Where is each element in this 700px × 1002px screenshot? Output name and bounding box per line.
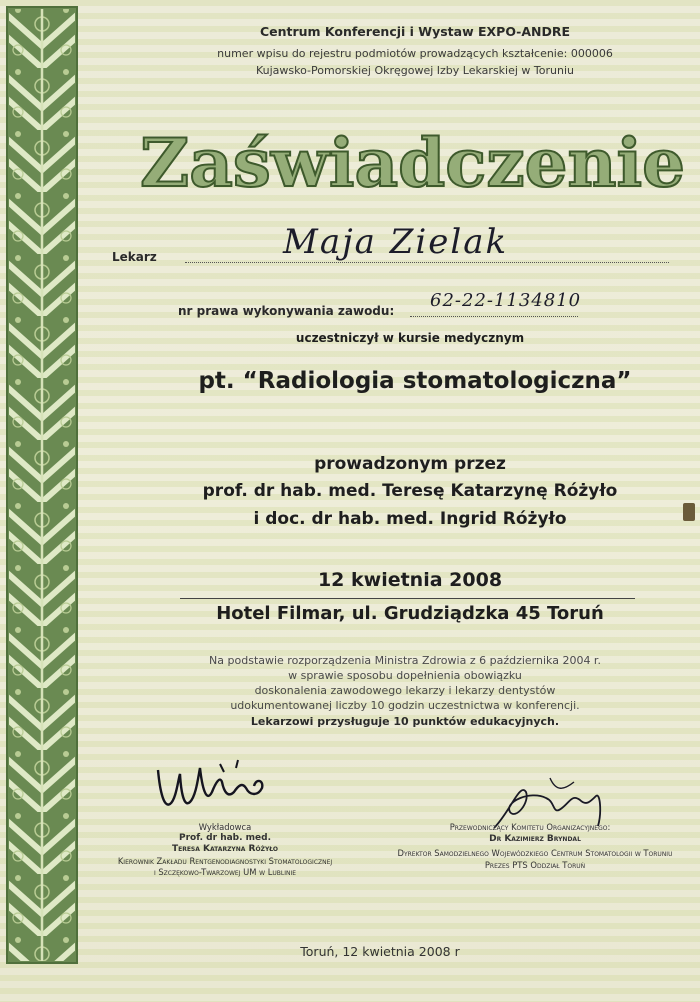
divider-line bbox=[180, 598, 635, 599]
license-label: nr prawa wykonywania zawodu: bbox=[178, 304, 395, 318]
lecturer-2: i doc. dr hab. med. Ingrid Różyło bbox=[253, 509, 567, 529]
lecturer-1: prof. dr hab. med. Teresę Katarzynę Różyło bbox=[202, 481, 618, 501]
led-by-text: prowadzonym przez bbox=[314, 454, 506, 474]
basis-line-2: w sprawie sposobu dopełnienia obowiązku bbox=[288, 669, 522, 682]
certificate-title-text: Zaświadczenie bbox=[140, 124, 685, 202]
basis-line-3: doskonalenia zawodowego lekarzy i lekarzy dentystów bbox=[254, 684, 556, 697]
left-role: Wykładowca bbox=[198, 822, 252, 832]
doctor-label: Lekarz bbox=[112, 250, 157, 264]
participation-text: uczestniczył w kursie medycznym bbox=[295, 331, 525, 345]
right-dept-2: Prezes PTS Oddział Toruń bbox=[484, 860, 586, 870]
left-title: Prof. dr hab. med. bbox=[178, 833, 272, 843]
doctor-name-line bbox=[185, 262, 669, 263]
chamber-line: Kujawsko-Pomorskiej Okręgowej Izby Lekarskiej w Toruniu bbox=[255, 64, 574, 77]
basis-line-4: udokumentowanej liczby 10 godzin uczestnictwa w konferencji. bbox=[230, 699, 580, 712]
license-number: 62-22-1134810 bbox=[430, 290, 582, 311]
signature-left-image bbox=[150, 752, 280, 822]
course-place: Hotel Filmar, ul. Grudziądzka 45 Toruń bbox=[216, 603, 604, 624]
education-points: Lekarzowi przysługuje 10 punktów edukacyjnych. bbox=[250, 715, 560, 728]
right-role: Przewodniczący Komitetu Organizacyjnego: bbox=[449, 822, 611, 832]
doctor-name: Maja Zielak bbox=[283, 222, 509, 262]
course-date: 12 kwietnia 2008 bbox=[317, 569, 503, 591]
right-name: Dr Kazimierz Bryndal bbox=[489, 834, 581, 844]
basis-line-1: Na podstawie rozporządzenia Ministra Zdrowia z 6 października 2004 r. bbox=[209, 654, 601, 667]
organizer-name: Centrum Konferencji i Wystaw EXPO-ANDRE bbox=[259, 24, 571, 39]
registry-line: numer wpisu do rejestru podmiotów prowadzących kształcenie: 000006 bbox=[217, 47, 613, 60]
course-name: pt. “Radiologia stomatologiczna” bbox=[198, 368, 632, 394]
left-dept-2: i Szczękowo-Twarzowej UM w Lublinie bbox=[153, 867, 297, 877]
left-dept-1: Kierownik Zakładu Rentgenodiagnostyki Stomatologicznej bbox=[117, 856, 333, 866]
right-dept-1: Dyrektor Samodzielnego Wojewódzkiego Centrum Stomatologii w Toruniu bbox=[397, 848, 673, 858]
left-name: Teresa Katarzyna Różyło bbox=[171, 844, 279, 854]
frame-clip bbox=[683, 503, 695, 521]
leaf-pattern-icon bbox=[6, 6, 78, 964]
place-date: Toruń, 12 kwietnia 2008 r bbox=[300, 944, 460, 959]
decorative-border bbox=[6, 6, 78, 964]
license-line bbox=[410, 316, 578, 317]
certificate-title bbox=[140, 120, 700, 204]
